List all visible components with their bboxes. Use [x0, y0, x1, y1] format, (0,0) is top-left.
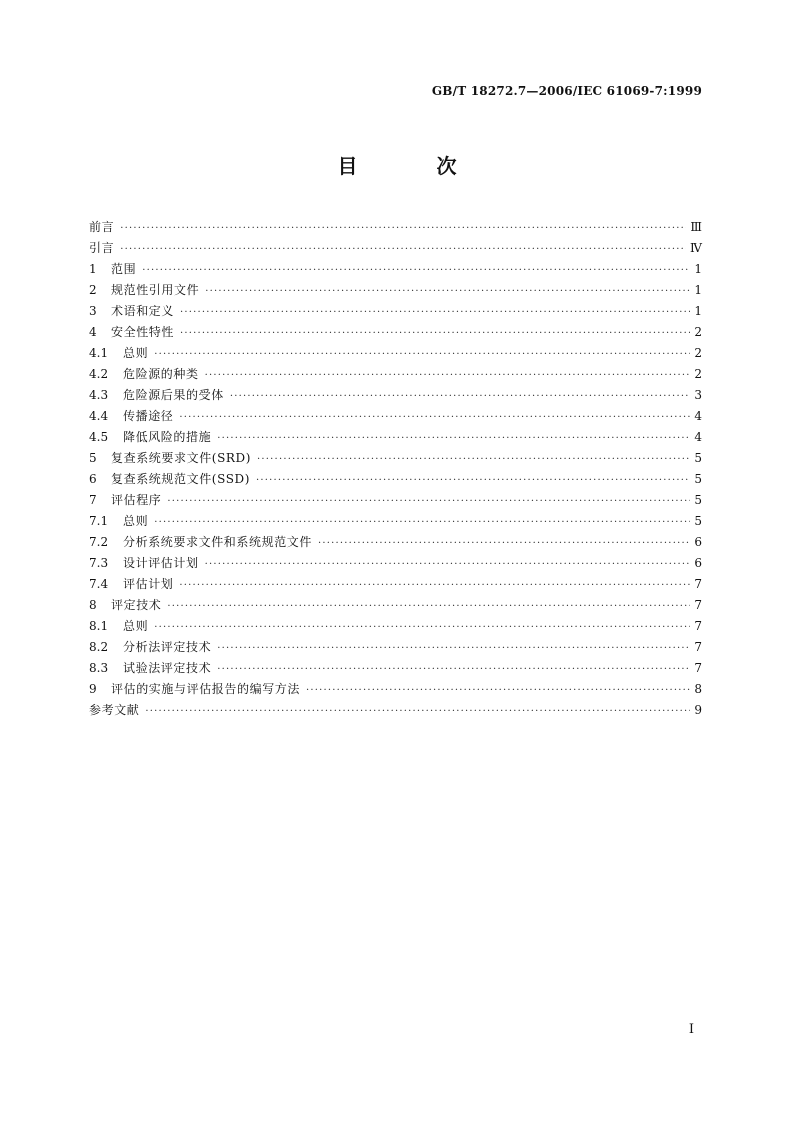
toc-entry-page: 7	[694, 598, 702, 612]
toc-entry-label: 设计评估计划	[123, 556, 199, 570]
toc-entry-page: 2	[694, 346, 702, 360]
toc-entry-label: 安全性特性	[111, 325, 175, 339]
toc-dot-leader	[120, 239, 686, 260]
toc-entry[interactable]	[89, 616, 702, 637]
toc-dot-leader	[217, 659, 690, 680]
toc-entry-number: 4	[89, 325, 97, 339]
toc-entry[interactable]	[89, 637, 702, 658]
toc-dot-leader	[205, 554, 690, 575]
toc-entry[interactable]	[89, 595, 702, 616]
toc-entry-number: 1	[89, 262, 97, 276]
toc-dot-leader	[205, 281, 690, 302]
toc-dot-leader	[154, 344, 690, 365]
toc-entry[interactable]	[89, 280, 702, 301]
toc-dot-leader	[256, 470, 690, 491]
toc-entry-number: 4.3	[89, 388, 109, 402]
toc-entry-label: 评估计划	[123, 577, 174, 591]
toc-entry-label: 引言	[89, 241, 115, 255]
toc-entry-label: 范围	[111, 262, 137, 276]
toc-dot-leader	[154, 512, 690, 533]
toc-dot-leader	[167, 596, 690, 617]
toc-dot-leader	[179, 575, 690, 596]
toc-entry-label: 复查系统要求文件(SRD)	[111, 451, 252, 465]
toc-entry-page: Ⅲ	[690, 220, 702, 234]
toc-dot-leader	[167, 491, 690, 512]
toc-entry-label: 评定技术	[111, 598, 162, 612]
toc-entry-number: 9	[89, 682, 97, 696]
toc-entry[interactable]	[89, 343, 702, 364]
toc-entry-number: 6	[89, 472, 97, 486]
toc-entry-number: 4.4	[89, 409, 109, 423]
toc-entry-page: 5	[694, 472, 702, 486]
toc-entry-label: 前言	[89, 220, 115, 234]
toc-entry[interactable]	[89, 406, 702, 427]
toc-entry-number: 2	[89, 283, 97, 297]
toc-entry-label: 危险源的种类	[123, 367, 199, 381]
toc-entry-page: 5	[694, 514, 702, 528]
toc-entry-number: 8.3	[89, 661, 109, 675]
toc-entry[interactable]	[89, 700, 702, 721]
page-title: 目 次	[337, 154, 493, 178]
toc-dot-leader	[154, 617, 690, 638]
toc-dot-leader	[217, 428, 690, 449]
toc-entry[interactable]	[89, 574, 702, 595]
toc-entry-number: 5	[89, 451, 97, 465]
toc-entry-page: 1	[694, 304, 702, 318]
toc-entry-page: 9	[694, 703, 702, 717]
toc-entry-label: 传播途径	[123, 409, 174, 423]
toc-entry-page: 3	[694, 388, 702, 402]
toc-entry[interactable]	[89, 238, 702, 259]
toc-entry-page: 2	[694, 367, 702, 381]
toc-dot-leader	[230, 386, 690, 407]
toc-entry-number: 4.1	[89, 346, 109, 360]
toc-entry-page: 7	[694, 577, 702, 591]
toc-dot-leader	[180, 302, 690, 323]
toc-entry-number: 3	[89, 304, 97, 318]
toc-entry[interactable]	[89, 364, 702, 385]
toc-entry-label: 评估的实施与评估报告的编写方法	[111, 682, 301, 696]
toc-entry-label: 分析法评定技术	[123, 640, 212, 654]
toc-entry-number: 4.5	[89, 430, 109, 444]
toc-entry-label: 总则	[123, 514, 149, 528]
toc-entry-number: 7.2	[89, 535, 109, 549]
toc-entry[interactable]	[89, 511, 702, 532]
toc-entry-page: 1	[694, 283, 702, 297]
toc-entry-page: 7	[694, 661, 702, 675]
toc-entry[interactable]	[89, 469, 702, 490]
toc-entry[interactable]	[89, 532, 702, 553]
toc-dot-leader	[318, 533, 690, 554]
toc-dot-leader	[205, 365, 690, 386]
toc-entry[interactable]	[89, 427, 702, 448]
toc-entry-page: 6	[694, 556, 702, 570]
toc-entry-page: 4	[694, 430, 702, 444]
toc-entry-number: 7.1	[89, 514, 109, 528]
toc-entry-label: 总则	[123, 619, 149, 633]
toc-entry-label: 评估程序	[111, 493, 162, 507]
toc-dot-leader	[217, 638, 690, 659]
toc-entry-label: 降低风险的措施	[123, 430, 212, 444]
toc-entry-page: 8	[694, 682, 702, 696]
toc-entry-number: 7.4	[89, 577, 109, 591]
toc-entry[interactable]	[89, 658, 702, 679]
toc-entry[interactable]	[89, 217, 702, 238]
toc-entry-label: 规范性引用文件	[111, 283, 200, 297]
toc-entry[interactable]	[89, 322, 702, 343]
toc-entry-label: 参考文献	[89, 703, 140, 717]
toc-entry-page: 6	[694, 535, 702, 549]
toc-entry-number: 8	[89, 598, 97, 612]
page-number: I	[688, 1022, 694, 1037]
toc-entry-page: 1	[694, 262, 702, 276]
toc-entry-page: 2	[694, 325, 702, 339]
toc-dot-leader	[257, 449, 690, 470]
toc-dot-leader	[180, 323, 690, 344]
toc-entry-page: 5	[694, 451, 702, 465]
toc-entry-number: 8.2	[89, 640, 109, 654]
toc-dot-leader	[145, 701, 690, 722]
toc-dot-leader	[120, 218, 686, 239]
toc-dot-leader	[306, 680, 690, 701]
toc-entry-number: 7	[89, 493, 97, 507]
toc-entry-label: 复查系统规范文件(SSD)	[111, 472, 251, 486]
toc-entry[interactable]	[89, 679, 702, 700]
toc-entry-page: 5	[694, 493, 702, 507]
table-of-contents	[89, 217, 702, 721]
toc-entry-page: Ⅳ	[690, 241, 702, 255]
toc-entry[interactable]	[89, 385, 702, 406]
toc-entry-number: 8.1	[89, 619, 109, 633]
toc-entry[interactable]	[89, 259, 702, 280]
toc-entry-page: 7	[694, 619, 702, 633]
toc-entry-label: 总则	[123, 346, 149, 360]
toc-dot-leader	[142, 260, 690, 281]
toc-entry-page: 7	[694, 640, 702, 654]
toc-entry-number: 4.2	[89, 367, 109, 381]
toc-entry[interactable]	[89, 553, 702, 574]
toc-entry-label: 危险源后果的受体	[123, 388, 224, 402]
document-header-code: GB/T 18272.7—2006/IEC 61069-7:1999	[431, 84, 702, 98]
toc-entry-label: 试验法评定技术	[123, 661, 212, 675]
toc-dot-leader	[179, 407, 690, 428]
toc-entry[interactable]	[89, 448, 702, 469]
toc-entry-label: 分析系统要求文件和系统规范文件	[123, 535, 313, 549]
toc-entry[interactable]	[89, 301, 702, 322]
toc-entry-page: 4	[694, 409, 702, 423]
toc-entry-number: 7.3	[89, 556, 109, 570]
toc-entry-label: 术语和定义	[111, 304, 175, 318]
toc-entry[interactable]	[89, 490, 702, 511]
